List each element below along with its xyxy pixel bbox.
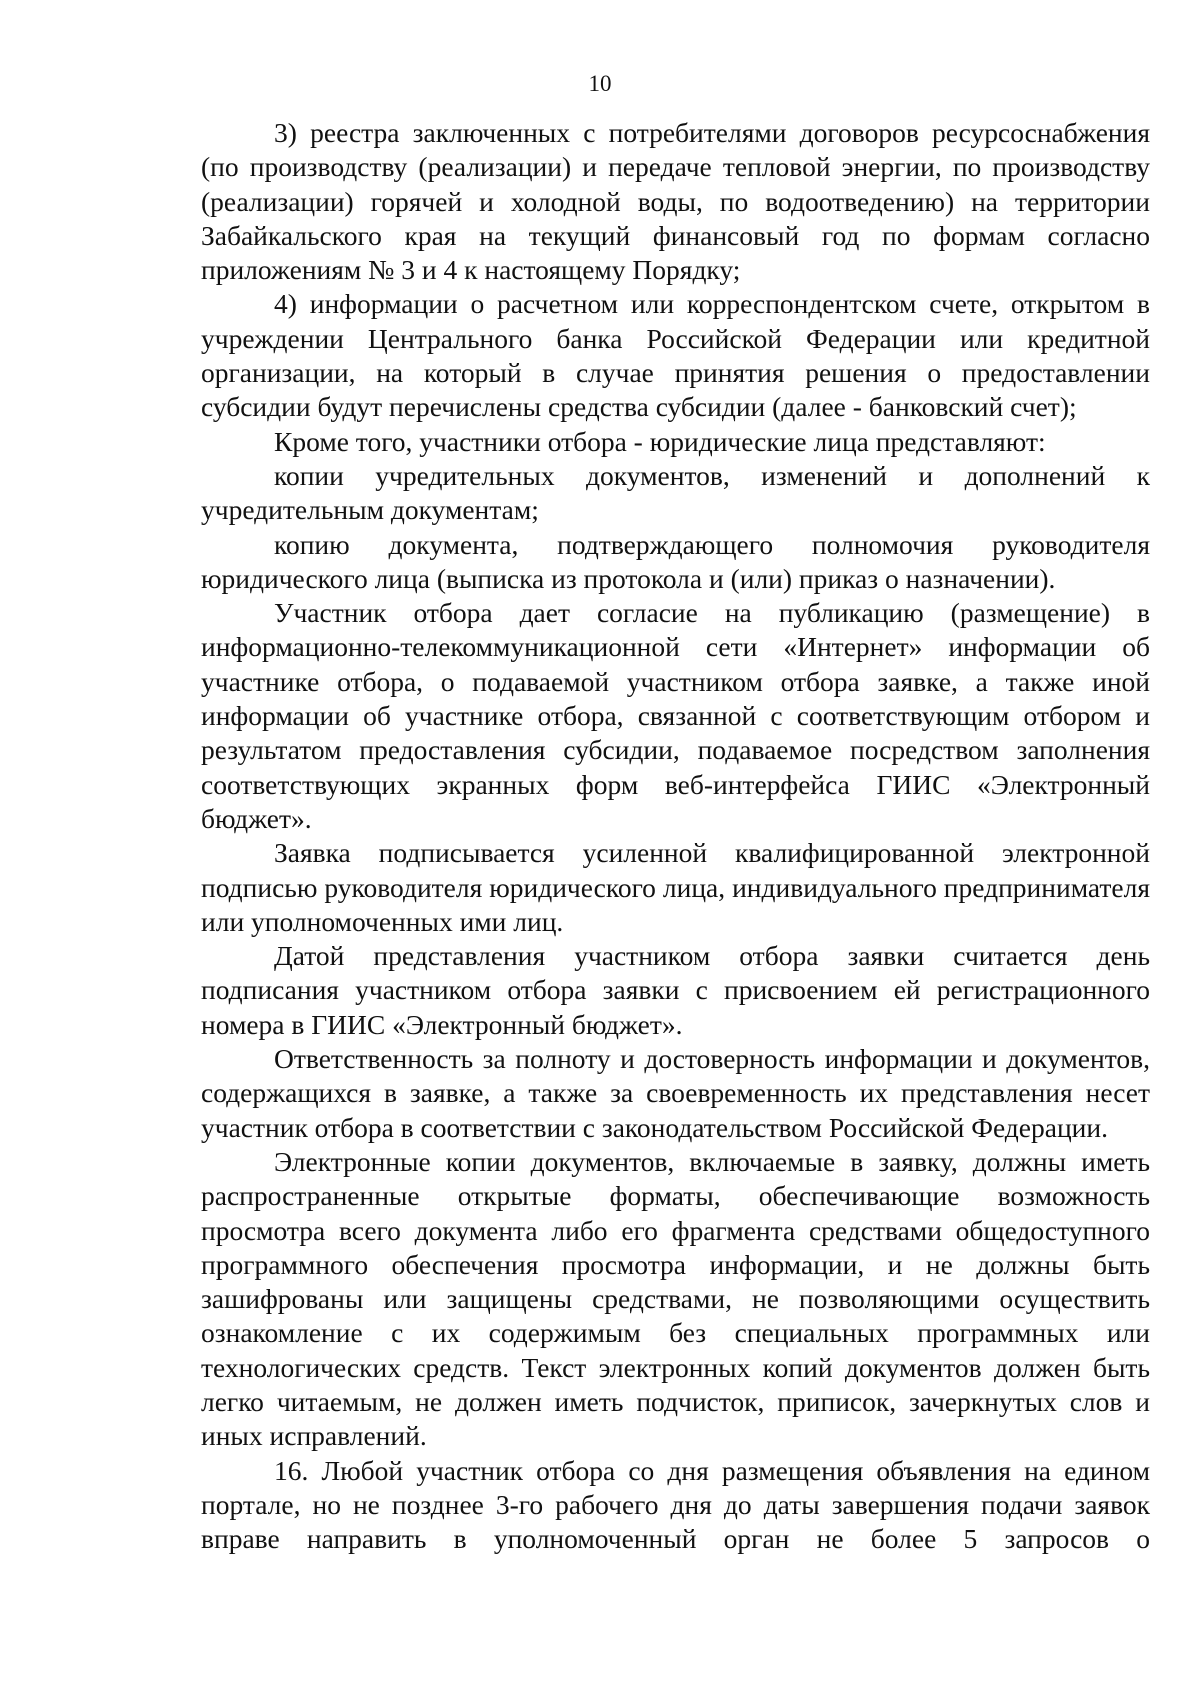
paragraph-clause-16: 16. Любой участник отбора со дня размещения объявления на едином портале, но не позднее 3-го рабочего дня до даты завершения подачи заявок вправе направить в уполномоченный орган не более 5 запросов о [201,1454,1150,1555]
paragraph-electronic-copies: Электронные копии документов, включаемые в заявку, должны иметь распространенные открытые форматы, обеспечивающие возможность просмотра всего документа либо его фрагмента средствами общедоступного программного обеспечения просмотра информации, и не должны быть зашифрованы или защищены средствами, не позволяющими осуществить ознакомление с их содержимым без специальных программных или технологических средств. Текст электронных копий документов должен быть легко читаемым, не должен иметь подчисток, приписок, зачеркнутых слов и иных исправлений. [201,1145,1150,1452]
paragraph-responsibility: Ответственность за полноту и достоверность информации и документов, содержащихся в заявке, а также за своевременность их представления несет участник отбора в соответствии с законодательством Российской Федерации. [201,1043,1150,1143]
document-body [201,116,1150,1556]
paragraph-registry-of-contracts: 3) реестра заключенных с потребителями договоров ресурсоснабжения (по производству (реализации) и передаче тепловой энергии, по производству (реализации) горячей и холодной воды, по водоотведению) на территории Забайкальского края на текущий финансовый год по формам согласно приложениям № 3 и 4 к настоящему Порядку; [201,117,1150,286]
paragraph-publication-consent: Участник отбора дает согласие на публикацию (размещение) в информационно-телекоммуникационной сети «Интернет» информации об участнике отбора, о подаваемой участником отбора заявке, а также иной информации об участнике отбора, связанной с соответствующим отбором и результатом предоставления субсидии, подаваемое посредством заполнения соответствующих экранных форм веб-интерфейса ГИИС «Электронный бюджет». [201,597,1150,834]
paragraph-founding-documents: копии учредительных документов, изменений и дополнений к учредительным документам; [201,459,1150,526]
paragraph-submission-date: Датой представления участником отбора заявки считается день подписания участником отбора заявки с присвоением ей регистрационного номера в ГИИС «Электронный бюджет». [201,940,1150,1040]
page-number: 10 [588,71,612,96]
paragraph-bank-account-info: 4) информации о расчетном или корреспондентском счете, открытом в учреждении Центрального банка Российской Федерации или кредитной организации, на который в случае принятия решения о предоставлении субсидии будут перечислены средства субсидии (далее - банковский счет); [201,288,1150,423]
paragraph-application-signature: Заявка подписывается усиленной квалифицированной электронной подписью руководителя юридического лица, индивидуального предпринимателя или уполномоченных ими лиц. [201,837,1150,937]
paragraph-legal-entities-submit: Кроме того, участники отбора - юридические лица представляют: [274,425,1046,457]
paragraph-authority-document: копию документа, подтверждающего полномочия руководителя юридического лица (выписка из протокола и (или) приказ о назначении). [201,528,1150,594]
